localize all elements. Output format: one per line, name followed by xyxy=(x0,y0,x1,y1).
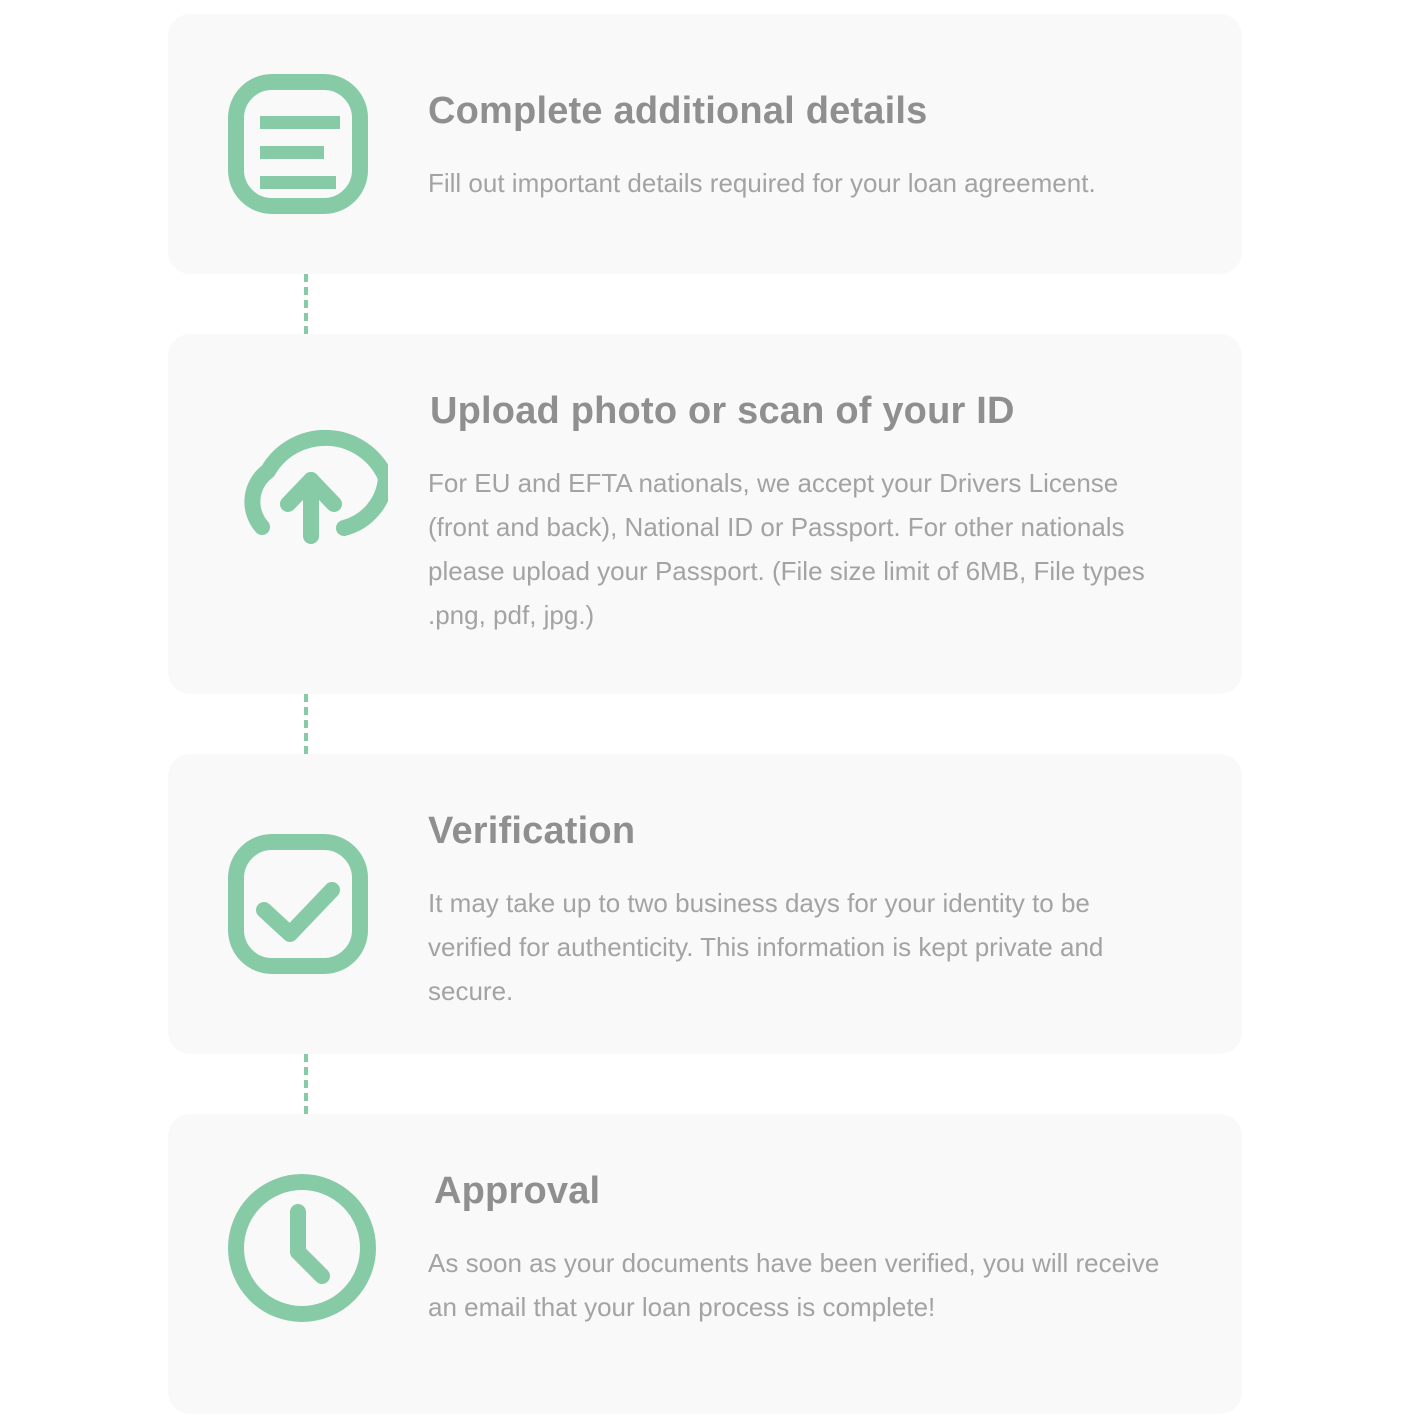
step-title: Verification xyxy=(428,810,636,852)
step-title: Approval xyxy=(434,1170,601,1212)
step-connector xyxy=(304,274,308,334)
step-card-verification xyxy=(168,754,1242,1054)
document-lines-icon xyxy=(208,54,388,234)
cloud-upload-icon xyxy=(208,404,388,584)
step-title: Upload photo or scan of your ID xyxy=(430,390,1015,432)
step-card-upload-id xyxy=(168,334,1242,694)
step-card-approval xyxy=(168,1114,1242,1414)
step-description: For EU and EFTA nationals, we accept your Drivers License (front and back), National ID or Passport. For other nationals please upload your Passport. (File size limit of 6MB, File types .png, pdf, jpg.) xyxy=(428,468,1145,630)
step-description: As soon as your documents have been verified, you will receive an email that your loan process is complete! xyxy=(428,1248,1160,1322)
step-connector xyxy=(304,694,308,754)
step-title: Complete additional details xyxy=(428,90,928,132)
step-description: It may take up to two business days for your identity to be verified for authenticity. This information is kept private and secure. xyxy=(428,888,1104,1006)
checkbox-check-icon xyxy=(208,814,388,994)
step-connector xyxy=(304,1054,308,1114)
step-card-details xyxy=(168,14,1242,274)
step-description: Fill out important details required for your loan agreement. xyxy=(428,168,1096,198)
clock-icon xyxy=(208,1160,388,1340)
